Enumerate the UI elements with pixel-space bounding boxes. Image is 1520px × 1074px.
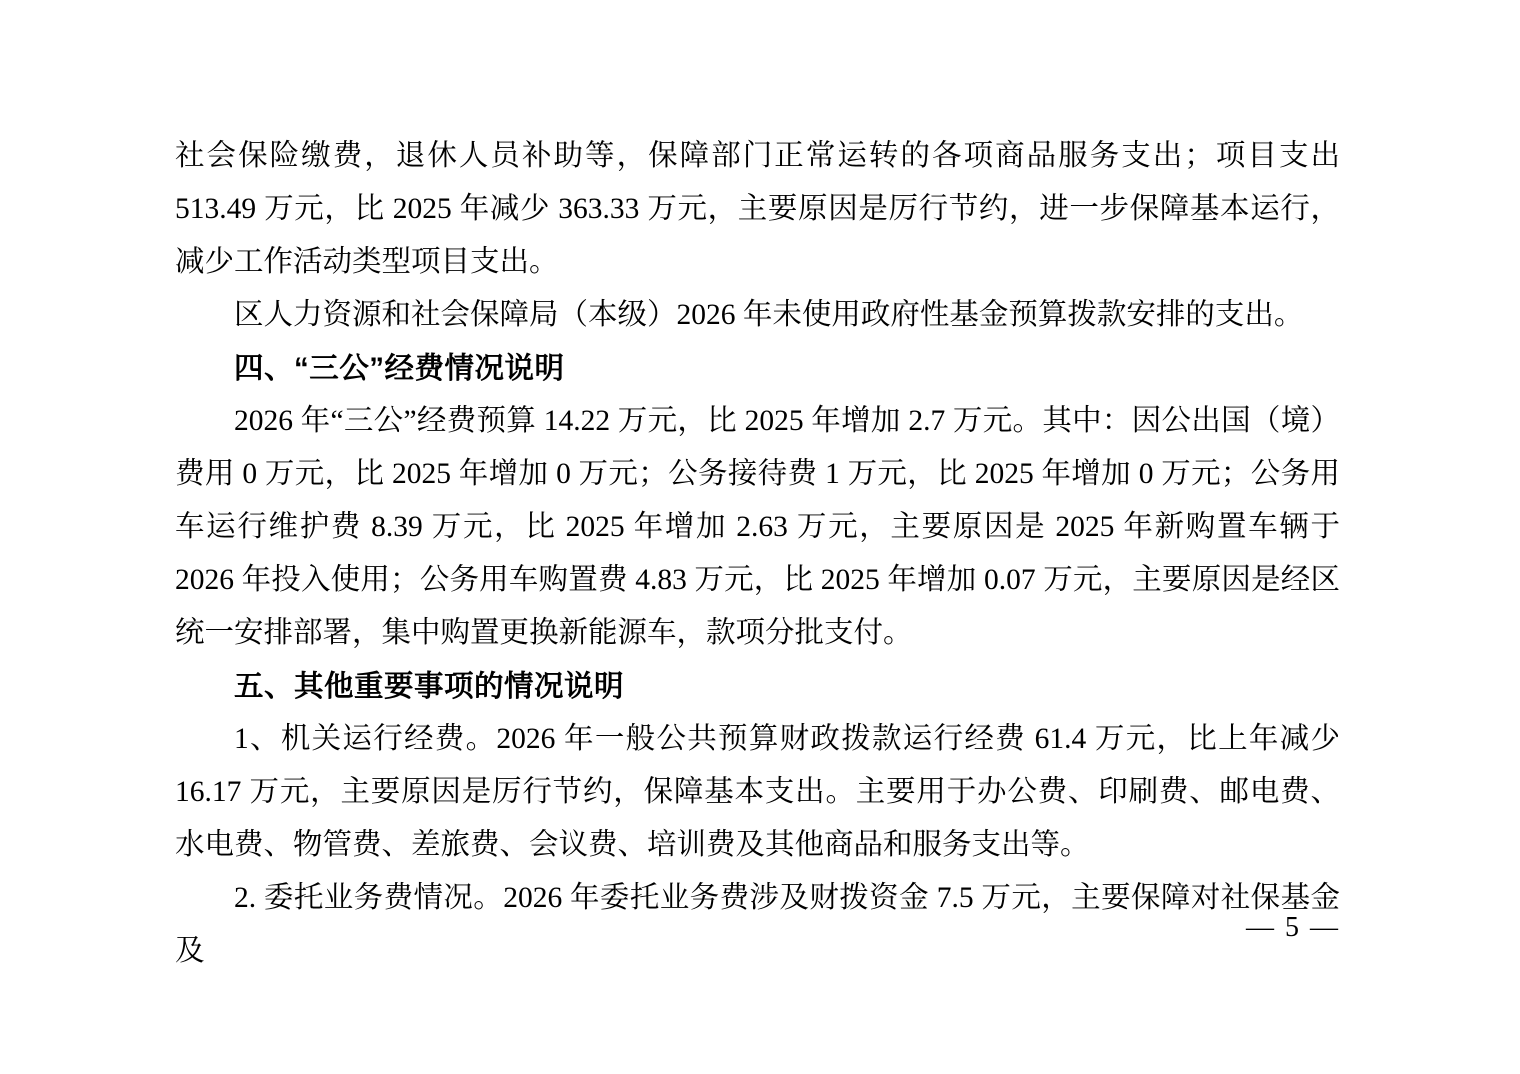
- page-number: — 5 —: [1246, 912, 1340, 943]
- document-body: [175, 130, 1340, 978]
- paragraph-government-fund: 区人力资源和社会保障局（本级）2026 年未使用政府性基金预算拨款安排的支出。: [234, 299, 1304, 331]
- paragraph-entrusted-business: 2. 委托业务费情况。2026 年委托业务费涉及财拨资金 7.5 万元，主要保障对社保基金及: [175, 882, 1340, 967]
- heading-section-four: 四、“三公”经费情况说明: [234, 352, 565, 385]
- paragraph-three-public-expenses: 2026 年“三公”经费预算 14.22 万元，比 2025 年增加 2.7 万元。其中：因公出国（境）费用 0 万元，比 2025 年增加 0 万元；公务接待费 1 万元，比 2025 年增加 0 万元；公务用车运行维护费 8.39 万元，比 2025 年增加 2.63 万元，主要原因是 2025 年新购置车辆于 2026 年投入使用；公务用车购置费 4.83 万元，比 2025 年增加 0.07 万元，主要原因是经区统一安排部署，集中购置更换新能源车，款项分批支付。: [175, 405, 1340, 649]
- paragraph-operating-expenses: 1、机关运行经费。2026 年一般公共预算财政拨款运行经费 61.4 万元，比上年减少 16.17 万元，主要原因是厉行节约，保障基本支出。主要用于办公费、印刷费、邮电费、水电费、物管费、差旅费、会议费、培训费及其他商品和服务支出等。: [175, 723, 1340, 861]
- paragraph-budget-expenditure: 社会保险缴费，退休人员补助等，保障部门正常运转的各项商品服务支出；项目支出 513.49 万元，比 2025 年减少 363.33 万元，主要原因是厉行节约，进一步保障基本运行，减少工作活动类型项目支出。: [175, 140, 1340, 278]
- heading-section-five: 五、其他重要事项的情况说明: [234, 670, 625, 703]
